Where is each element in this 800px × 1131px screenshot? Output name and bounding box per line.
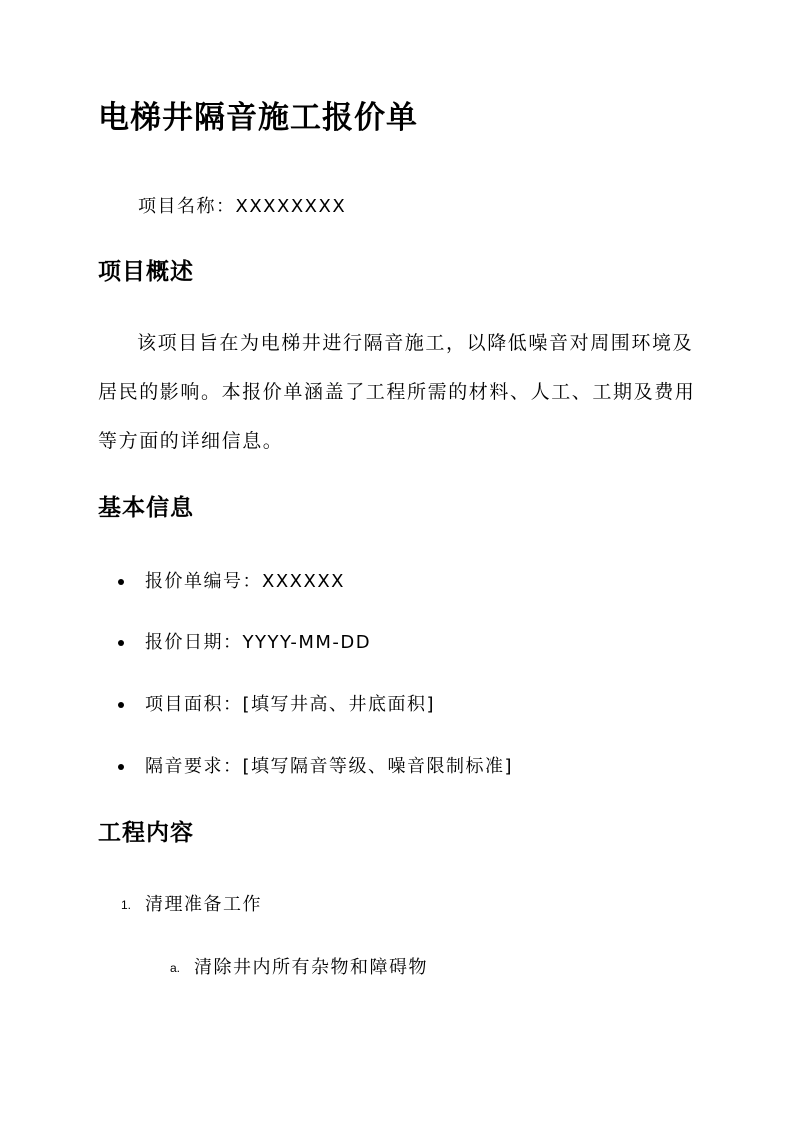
project-name: 项目名称：XXXXXXXX	[138, 196, 347, 217]
list-marker: 1.	[121, 898, 132, 912]
section-heading-basic-info: 基本信息	[98, 495, 194, 521]
list-item-text: 报价日期：YYYY-MM-DD	[145, 632, 372, 653]
section-heading-overview: 项目概述	[98, 259, 194, 285]
list-item-text: 清理准备工作	[145, 894, 262, 915]
bullet-icon	[118, 640, 124, 646]
overview-paragraph-line-2: 居民的影响。本报价单涵盖了工程所需的材料、人工、工期及费用	[98, 381, 696, 403]
bullet-icon	[118, 702, 124, 708]
overview-paragraph-line-1: 该项目旨在为电梯井进行隔音施工，以降低噪音对周围环境及	[137, 332, 694, 354]
bullet-icon	[118, 579, 124, 585]
list-item-text: 隔音要求：[填写隔音等级、噪音限制标准]	[145, 756, 514, 777]
list-item-text: 项目面积：[填写井高、井底面积]	[145, 694, 436, 715]
bullet-icon	[118, 764, 124, 770]
section-heading-content: 工程内容	[98, 820, 194, 846]
list-marker: a.	[170, 961, 181, 975]
document-title: 电梯井隔音施工报价单	[98, 100, 418, 136]
list-item-text: 清除井内所有杂物和障碍物	[194, 957, 428, 978]
list-item-text: 报价单编号：XXXXXX	[145, 571, 345, 592]
overview-paragraph-line-3: 等方面的详细信息。	[98, 430, 284, 452]
